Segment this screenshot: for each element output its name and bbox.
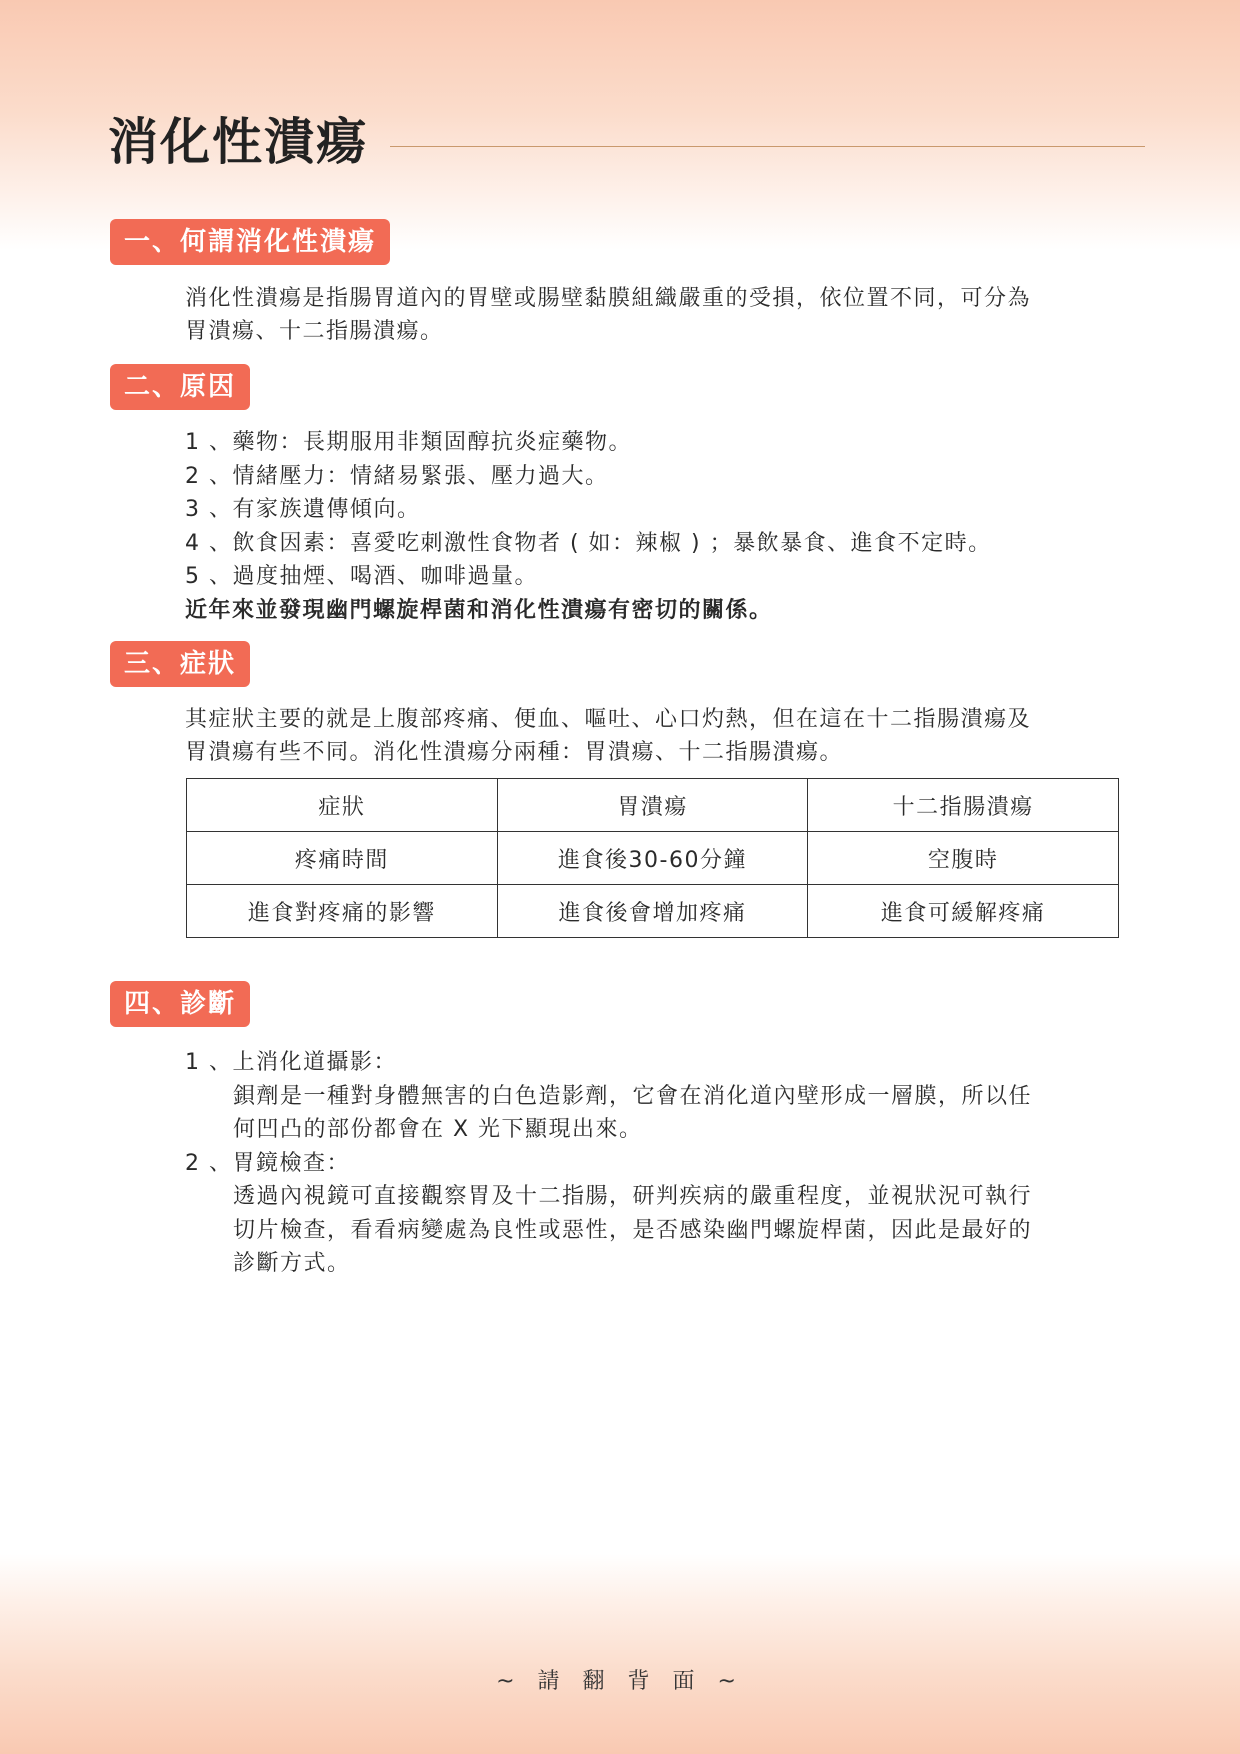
diagnosis-item-desc: 鋇劑是一種對身體無害的白色造影劑，它會在消化道內壁形成一層膜，所以任 <box>233 1083 1033 1109</box>
table-cell: 疼痛時間 <box>187 832 498 885</box>
diagnosis-list <box>185 1046 1145 1281</box>
table-cell: 進食後會增加疼痛 <box>497 885 808 938</box>
table-cell: 十二指腸潰瘍 <box>808 779 1119 832</box>
diagnosis-item-desc: 何凹凸的部份都會在 X 光下顯現出來。 <box>233 1117 643 1142</box>
section-heading-causes: 二、原因 <box>110 364 250 410</box>
table-row <box>187 832 1119 885</box>
diagnosis-item-desc: 診斷方式。 <box>233 1251 351 1276</box>
definition-line-2: 胃潰瘍、十二指腸潰瘍。 <box>185 319 444 344</box>
list-item: 3 、有家族遺傳傾向。 <box>185 497 421 522</box>
table-row <box>187 885 1119 938</box>
symptoms-text <box>185 703 1150 769</box>
causes-list <box>185 426 1150 627</box>
diagnosis-item-label: 1 、上消化道攝影： <box>185 1050 397 1075</box>
diagnosis-item-desc: 透過內視鏡可直接觀察胃及十二指腸，研判疾病的嚴重程度，並視狀況可執行 <box>233 1184 1033 1209</box>
list-item <box>185 1046 1145 1147</box>
causes-note: 近年來並發現幽門螺旋桿菌和消化性潰瘍有密切的關係。 <box>185 597 773 623</box>
definition-text <box>185 282 1150 348</box>
list-item: 1 、藥物：長期服用非類固醇抗炎症藥物。 <box>185 430 632 455</box>
symptoms-table <box>186 778 1119 938</box>
diagnosis-item-desc: 切片檢查，看看病變處為良性或惡性，是否感染幽門螺旋桿菌，因此是最好的 <box>233 1217 1033 1243</box>
table-cell: 空腹時 <box>808 832 1119 885</box>
table-cell: 進食可緩解疼痛 <box>808 885 1119 938</box>
table-header-row <box>187 779 1119 832</box>
list-item <box>185 1147 1145 1281</box>
table-cell: 胃潰瘍 <box>497 779 808 832</box>
page-turn-note: ~ 請 翻 背 面 ~ <box>496 1669 744 1694</box>
list-item: 2 、情緒壓力：情緒易緊張、壓力過大。 <box>185 463 609 489</box>
symptoms-line-2: 胃潰瘍有些不同。消化性潰瘍分兩種：胃潰瘍、十二指腸潰瘍。 <box>185 740 844 765</box>
definition-line-1: 消化性潰瘍是指腸胃道內的胃壁或腸壁黏膜組織嚴重的受損，依位置不同，可分為 <box>185 286 1032 311</box>
symptoms-line-1: 其症狀主要的就是上腹部疼痛、便血、嘔吐、心口灼熱，但在這在十二指腸潰瘍及 <box>185 707 1032 732</box>
table-cell: 進食後30-60分鐘 <box>497 832 808 885</box>
section-heading-diagnosis: 四、診斷 <box>110 981 250 1027</box>
footer-background <box>0 1554 1240 1754</box>
diagnosis-item-label: 2 、胃鏡檢查： <box>185 1150 350 1176</box>
list-item: 5 、過度抽煙、喝酒、咖啡過量。 <box>185 564 538 589</box>
section-heading-symptoms: 三、症狀 <box>110 641 250 687</box>
table-cell: 進食對疼痛的影響 <box>187 885 498 938</box>
title-divider <box>390 146 1145 147</box>
section-heading-definition: 一、何謂消化性潰瘍 <box>110 219 390 265</box>
page-title: 消化性潰瘍 <box>108 113 368 171</box>
list-item: 4 、飲食因素：喜愛吃刺激性食物者 ( 如：辣椒 ) ；暴飲暴食、進食不定時。 <box>185 530 992 556</box>
table-cell: 症狀 <box>187 779 498 832</box>
